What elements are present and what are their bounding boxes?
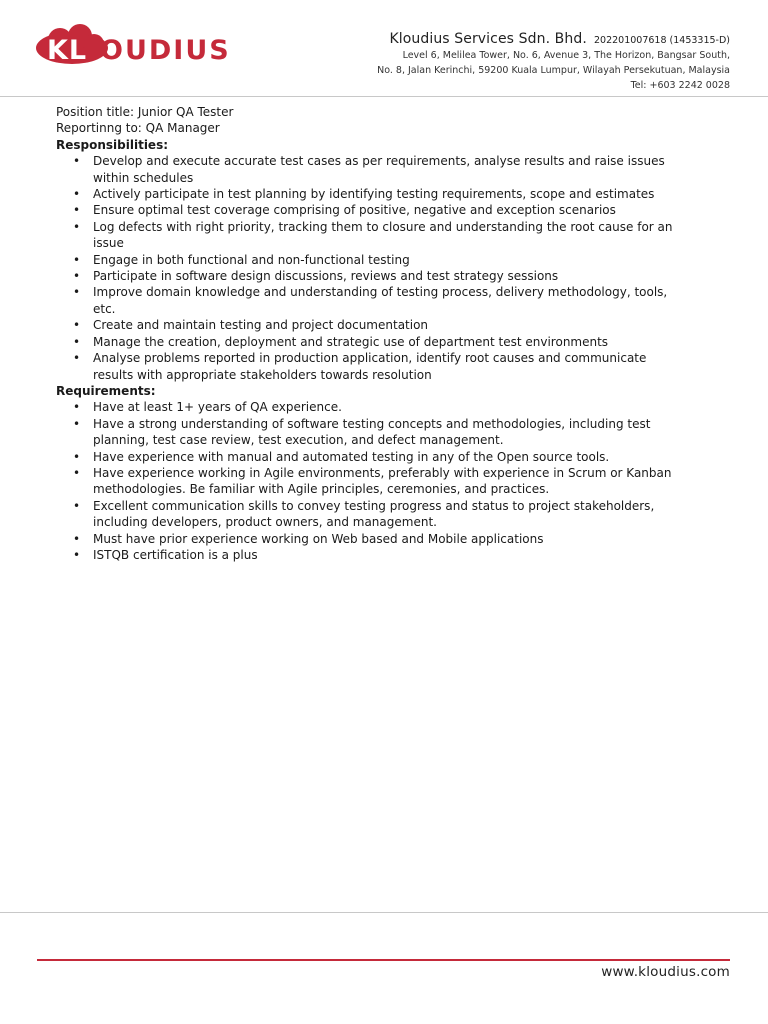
list-item: • Manage the creation, deployment and strategic use of department test environments [93, 334, 686, 350]
list-item: • Have experience with manual and automated testing in any of the Open source tools. [93, 449, 686, 465]
list-item: • Must have prior experience working on Web based and Mobile applications [93, 531, 686, 547]
reporting-to: Reportinng to: QA Manager [56, 121, 220, 136]
list-item: • Improve domain knowledge and understanding of testing process, delivery methodology, tools, etc. [93, 284, 686, 317]
list-item: • Actively participate in test planning by identifying testing requirements, scope and estimates [93, 186, 686, 202]
company-name: Kloudius Services Sdn. Bhd. [389, 31, 587, 47]
list-item: • Log defects with right priority, tracking them to closure and understanding the root cause for an issue [93, 219, 686, 252]
svg-text:KL: KL [47, 35, 88, 66]
footer-divider [0, 912, 768, 913]
address-line-2: No. 8, Jalan Kerinchi, 59200 Kuala Lumpur, Wilayah Persekutuan, Malaysia [377, 65, 730, 76]
requirements-list [56, 399, 686, 563]
responsibilities-list [56, 153, 686, 383]
header-divider [0, 96, 768, 97]
company-registration: 202201007618 (1453315-D) [593, 35, 730, 46]
list-item: • Have experience working in Agile environments, preferably with experience in Scrum or Kanban methodologies. Be familiar with Agile principles, ceremonies, and practices. [93, 465, 686, 498]
list-item: • Have at least 1+ years of QA experience. [93, 399, 686, 415]
list-item: • Participate in software design discussions, reviews and test strategy sessions [93, 268, 686, 284]
website-link[interactable]: www.kloudius.com [601, 964, 730, 980]
responsibilities-heading: Responsibilities: [56, 137, 169, 152]
list-item: • Have a strong understanding of software testing concepts and methodologies, including test planning, test case review, test execution, and defect management. [93, 416, 686, 449]
telephone: Tel: +603 2242 0028 [630, 80, 730, 91]
list-item: • Ensure optimal test coverage comprising of positive, negative and exception scenarios [93, 202, 686, 218]
list-item: • Analyse problems reported in production application, identify root causes and communicate results with appropriate stakeholders towards resolution [93, 350, 686, 383]
requirements-heading: Requirements: [56, 383, 156, 398]
company-details [377, 30, 730, 93]
svg-text:OUDIUS: OUDIUS [100, 35, 231, 66]
address-line-1: Level 6, Melilea Tower, No. 6, Avenue 3, The Horizon, Bangsar South, [402, 50, 730, 61]
list-item: • ISTQB certification is a plus [93, 547, 686, 563]
position-title: Position title: Junior QA Tester [56, 105, 234, 119]
kloudius-logo [34, 24, 254, 68]
list-item: • Excellent communication skills to convey testing progress and status to project stakeholders, including developers, product owners, and management. [93, 498, 686, 531]
letterhead [0, 0, 768, 96]
list-item: • Create and maintain testing and project documentation [93, 317, 686, 333]
list-item: • Develop and execute accurate test cases as per requirements, analyse results and raise issues within schedules [93, 153, 686, 186]
footer-accent-line [37, 959, 730, 961]
job-description [56, 104, 686, 563]
list-item: • Engage in both functional and non-functional testing [93, 252, 686, 268]
